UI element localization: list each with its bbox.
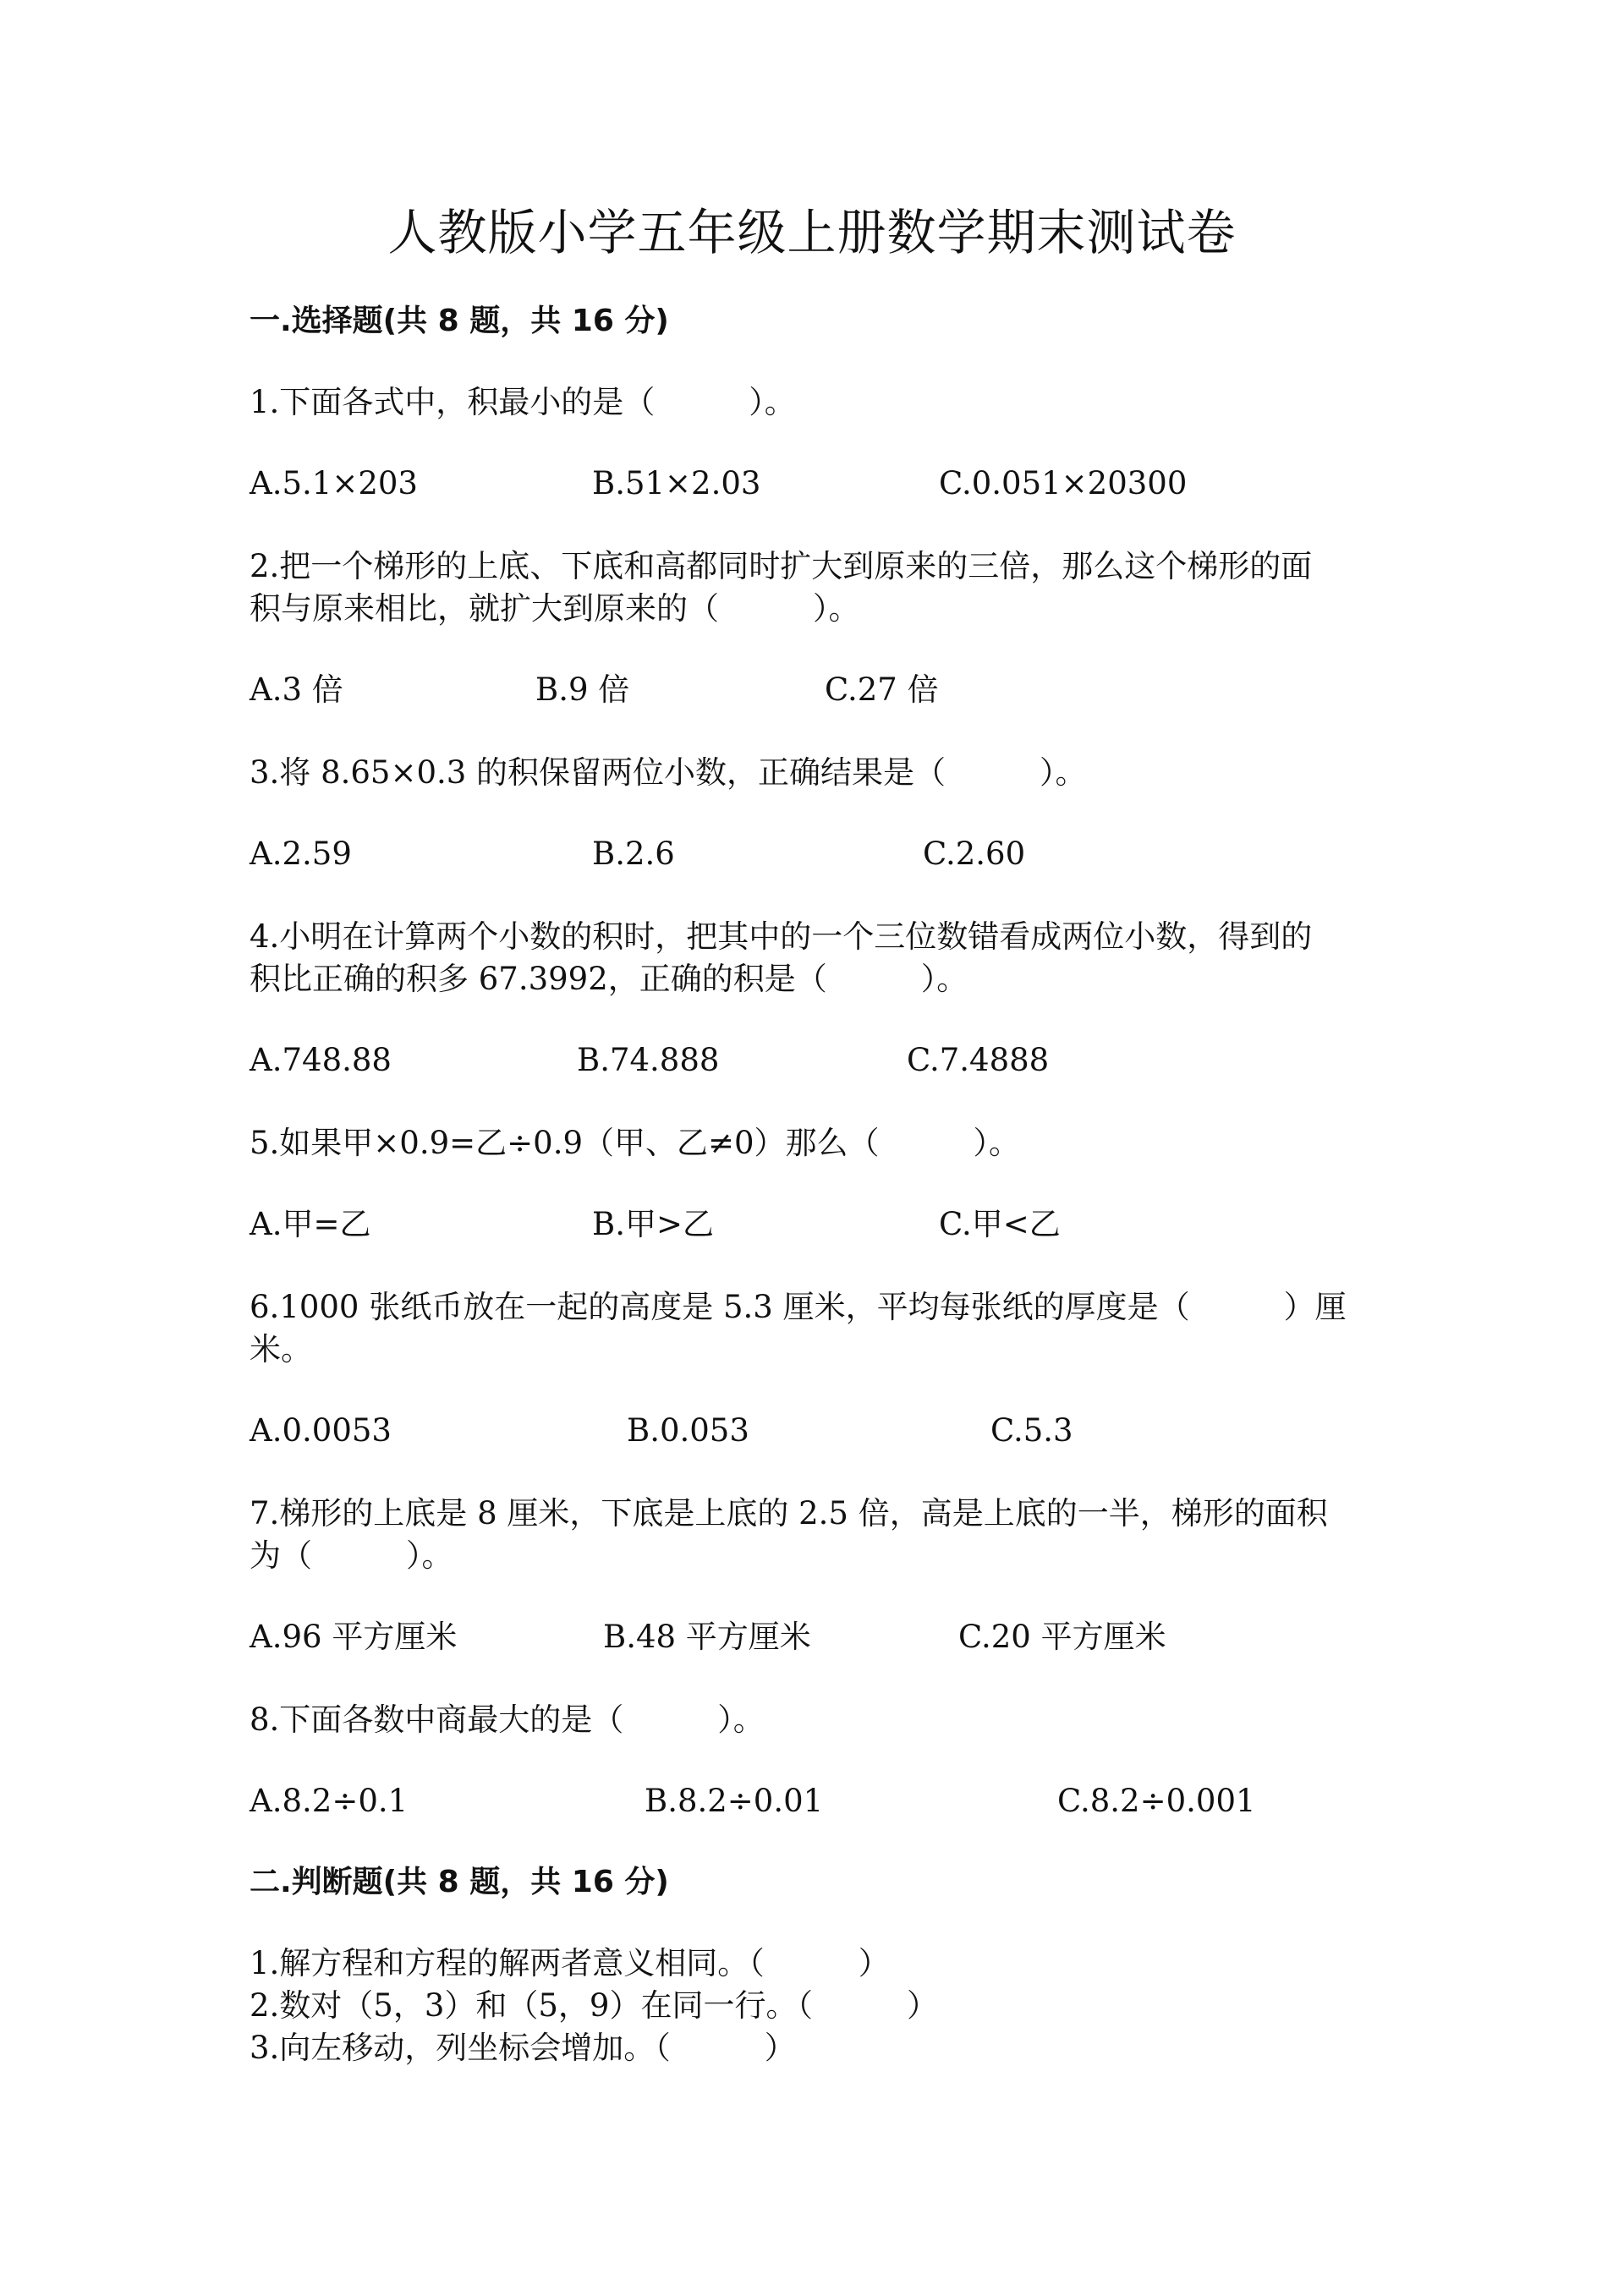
question-7-line-1: 7.梯形的上底是 8 厘米，下底是上底的 2.5 倍，高是上底的一半，梯形的面积: [250, 1495, 1328, 1532]
question-5-option-c: C.甲<乙: [939, 1206, 1061, 1242]
question-8-option-b: B.8.2÷0.01: [645, 1783, 824, 1819]
section-heading-judgment: 二.判断题(共 8 题，共 16 分): [250, 1865, 669, 1899]
question-1-option-b: B.51×2.03: [592, 465, 761, 501]
question-4-option-c: C.7.4888: [907, 1042, 1050, 1078]
question-2-line-1: 2.把一个梯形的上底、下底和高都同时扩大到原来的三倍，那么这个梯形的面: [250, 548, 1313, 584]
question-2-option-c: C.27 倍: [825, 671, 939, 708]
question-8-option-a: A.8.2÷0.1: [250, 1783, 409, 1819]
question-2-line-2: 积与原来相比，就扩大到原来的（ ）。: [250, 590, 860, 627]
question-8-line-1: 8.下面各数中商最大的是（ ）。: [250, 1701, 765, 1738]
question-3-line-1: 3.将 8.65×0.3 的积保留两位小数，正确结果是（ ）。: [250, 754, 1087, 791]
question-7-option-c: C.20 平方厘米: [958, 1619, 1166, 1655]
question-4-option-a: A.748.88: [250, 1042, 392, 1078]
question-6-line-2: 米。: [250, 1331, 312, 1367]
question-8-option-c: C.8.2÷0.001: [1057, 1783, 1256, 1819]
question-6-option-b: B.0.053: [627, 1412, 749, 1449]
question-6-option-c: C.5.3: [990, 1412, 1073, 1449]
question-2-option-a: A.3 倍: [250, 671, 343, 708]
question-5-option-a: A.甲=乙: [250, 1206, 371, 1242]
question-4-line-1: 4.小明在计算两个小数的积时，把其中的一个三位数错看成两位小数，得到的: [250, 918, 1313, 955]
question-4-option-b: B.74.888: [577, 1042, 720, 1078]
question-5-line-1: 5.如果甲×0.9=乙÷0.9（甲、乙≠0）那么（ ）。: [250, 1125, 1021, 1161]
question-4-line-2: 积比正确的积多 67.3992，正确的积是（ ）。: [250, 961, 968, 997]
question-7-line-2: 为（ ）。: [250, 1537, 453, 1574]
question-2-option-b: B.9 倍: [535, 671, 630, 708]
section-heading-choice: 一.选择题(共 8 题，共 16 分): [250, 304, 669, 338]
question-7-option-a: A.96 平方厘米: [250, 1619, 458, 1655]
judgment-item-3: 3.向左移动，列坐标会增加。（ ）: [250, 2030, 796, 2066]
question-6-line-1: 6.1000 张纸币放在一起的高度是 5.3 厘米，平均每张纸的厚度是（ ）厘: [250, 1289, 1347, 1325]
question-5-option-b: B.甲>乙: [592, 1206, 714, 1242]
question-6-option-a: A.0.0053: [250, 1412, 392, 1449]
page-title: 人教版小学五年级上册数学期末测试卷: [387, 204, 1237, 261]
question-3-option-b: B.2.6: [592, 836, 675, 872]
question-1-line-1: 1.下面各式中，积最小的是（ ）。: [250, 384, 796, 420]
question-3-option-c: C.2.60: [923, 836, 1026, 872]
judgment-item-2: 2.数对（5，3）和（5，9）在同一行。（ ）: [250, 1987, 938, 2024]
question-7-option-b: B.48 平方厘米: [603, 1619, 811, 1655]
judgment-item-1: 1.解方程和方程的解两者意义相同。（ ）: [250, 1945, 890, 1981]
question-3-option-a: A.2.59: [250, 836, 352, 872]
question-1-option-a: A.5.1×203: [250, 465, 418, 501]
question-1-option-c: C.0.051×20300: [939, 465, 1188, 501]
